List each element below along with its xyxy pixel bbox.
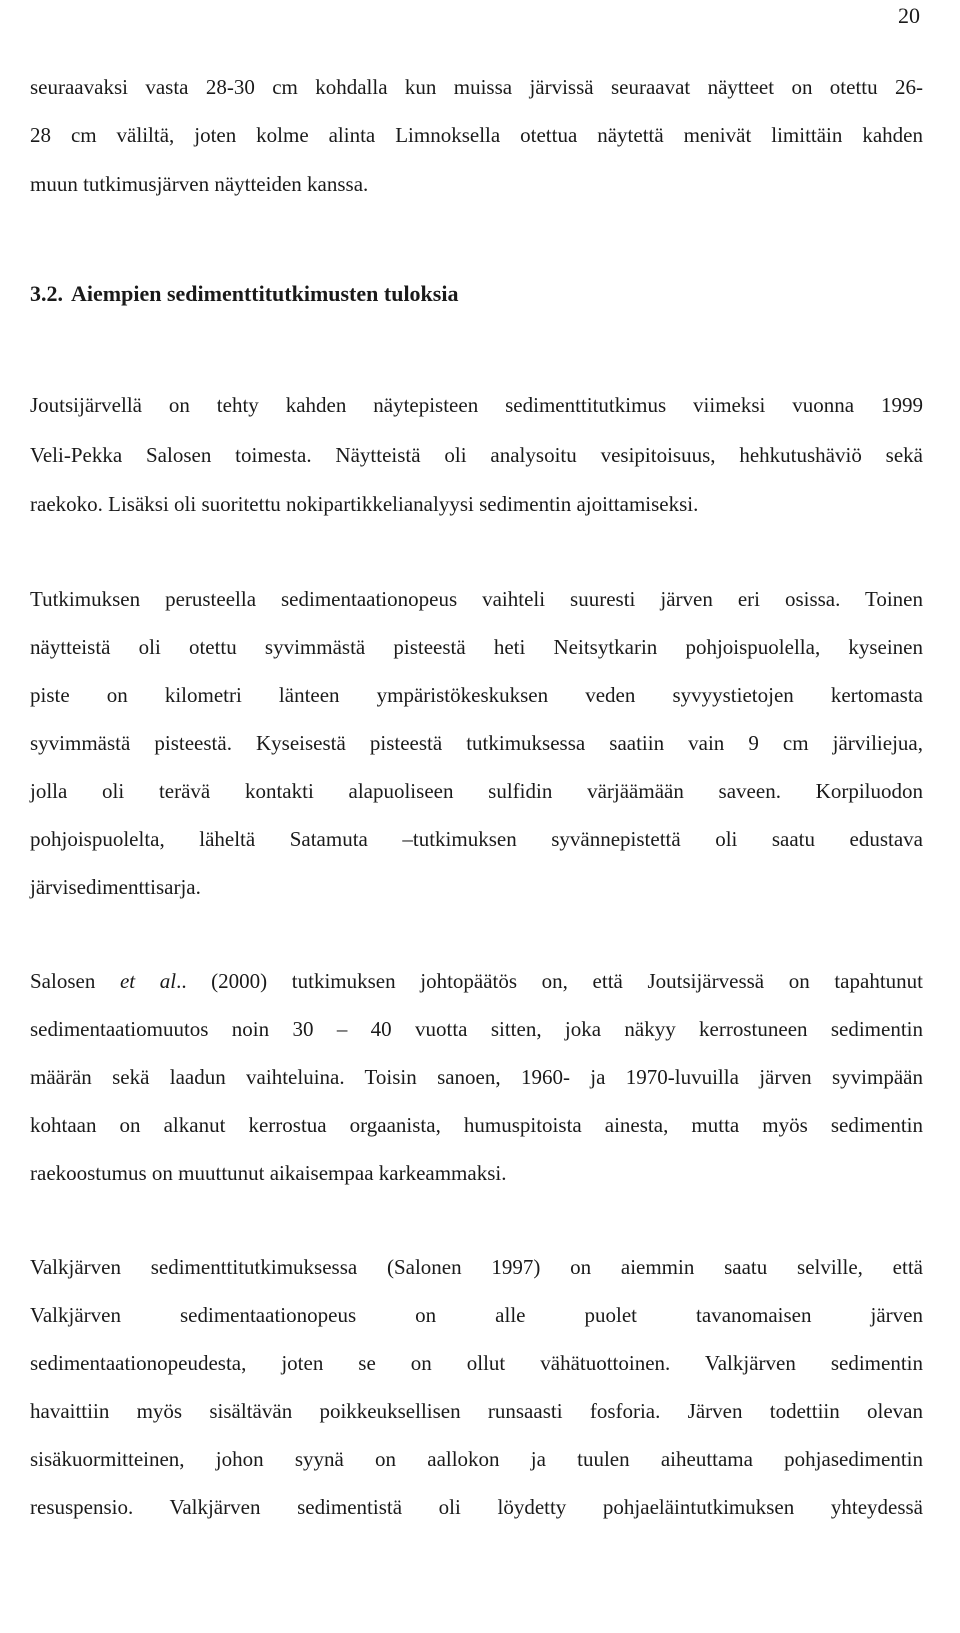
text-line: sedimentaatiomuutos noin 30 – 40 vuotta sitten, joka näkyy kerrostuneen sedimentin: [30, 1017, 923, 1041]
section-heading: [30, 279, 458, 309]
text-line: Veli-Pekka Salosen toimesta. Näytteistä oli analysoitu vesipitoisuus, hehkutushäviö sekä: [30, 443, 923, 467]
text-line: seuraavaksi vasta 28-30 cm kohdalla kun muissa järvissä seuraavat näytteet on otettu 26-: [30, 75, 923, 99]
text-line: raekoostumus on muuttunut aikaisempaa karkeammaksi.: [30, 1161, 507, 1185]
text-line: sisäkuormitteinen, johon syynä on aallokon ja tuulen aiheuttama pohjasedimentin: [30, 1447, 923, 1471]
section-title: Aiempien sedimenttitutkimusten tuloksia: [71, 281, 459, 306]
text-line: Valkjärven sedimentaationopeus on alle puolet tavanomaisen järven: [30, 1303, 923, 1327]
text-line: näytteistä oli otettu syvimmästä pisteestä heti Neitsytkarin pohjoispuolella, kyseinen: [30, 635, 923, 659]
text-line: Valkjärven sedimenttitutkimuksessa (Salonen 1997) on aiemmin saatu selville, että: [30, 1255, 923, 1279]
text-segment: .. (2000) tutkimuksen johtopäätös on, että Joutsijärvessä on tapahtunut: [176, 969, 923, 993]
text-line: raekoko. Lisäksi oli suoritettu nokipartikkelianalyysi sedimentin ajoittamiseksi.: [30, 492, 699, 516]
text-line: havaittiin myös sisältävän poikkeuksellisen runsaasti fosforia. Järven todettiin olevan: [30, 1399, 923, 1423]
text-line: muun tutkimusjärven näytteiden kanssa.: [30, 172, 369, 196]
text-line: sedimentaationopeudesta, joten se on ollut vähätuottoinen. Valkjärven sedimentin: [30, 1351, 923, 1375]
text-line: piste on kilometri länteen ympäristökeskuksen veden syvyystietojen kertomasta: [30, 683, 923, 707]
text-line: Joutsijärvellä on tehty kahden näytepisteen sedimenttitutkimus viimeksi vuonna 1999: [30, 393, 923, 417]
text-line: kohtaan on alkanut kerrostua orgaanista, humuspitoista ainesta, mutta myös sedimentin: [30, 1113, 923, 1137]
text-line: 28 cm väliltä, joten kolme alinta Limnoksella otettua näytettä menivät limittäin kahden: [30, 123, 923, 147]
text-line: Tutkimuksen perusteella sedimentaationopeus vaihteli suuresti järven eri osissa. Toinen: [30, 587, 923, 611]
citation-author: Salosen: [30, 969, 120, 993]
text-line: järvisedimenttisarja.: [30, 875, 201, 899]
section-number: 3.2.: [30, 281, 63, 306]
text-line: syvimmästä pisteestä. Kyseisestä pisteestä tutkimuksessa saatiin vain 9 cm järviliejua,: [30, 731, 923, 755]
text-line: jolla oli terävä kontakti alapuoliseen sulfidin värjäämään saveen. Korpiluodon: [30, 779, 923, 803]
page-number: 20: [898, 3, 920, 28]
citation-etal: et al: [119, 969, 177, 993]
text-line: resuspensio. Valkjärven sedimentistä oli löydetty pohjaeläintutkimuksen yhteydessä: [30, 1495, 923, 1519]
text-line: [30, 967, 923, 995]
text-line: pohjoispuolelta, läheltä Satamuta –tutkimuksen syvännepistettä oli saatu edustava: [30, 827, 923, 851]
text-line: määrän sekä laadun vaihteluina. Toisin sanoen, 1960- ja 1970-luvuilla järven syvimpään: [30, 1065, 923, 1089]
